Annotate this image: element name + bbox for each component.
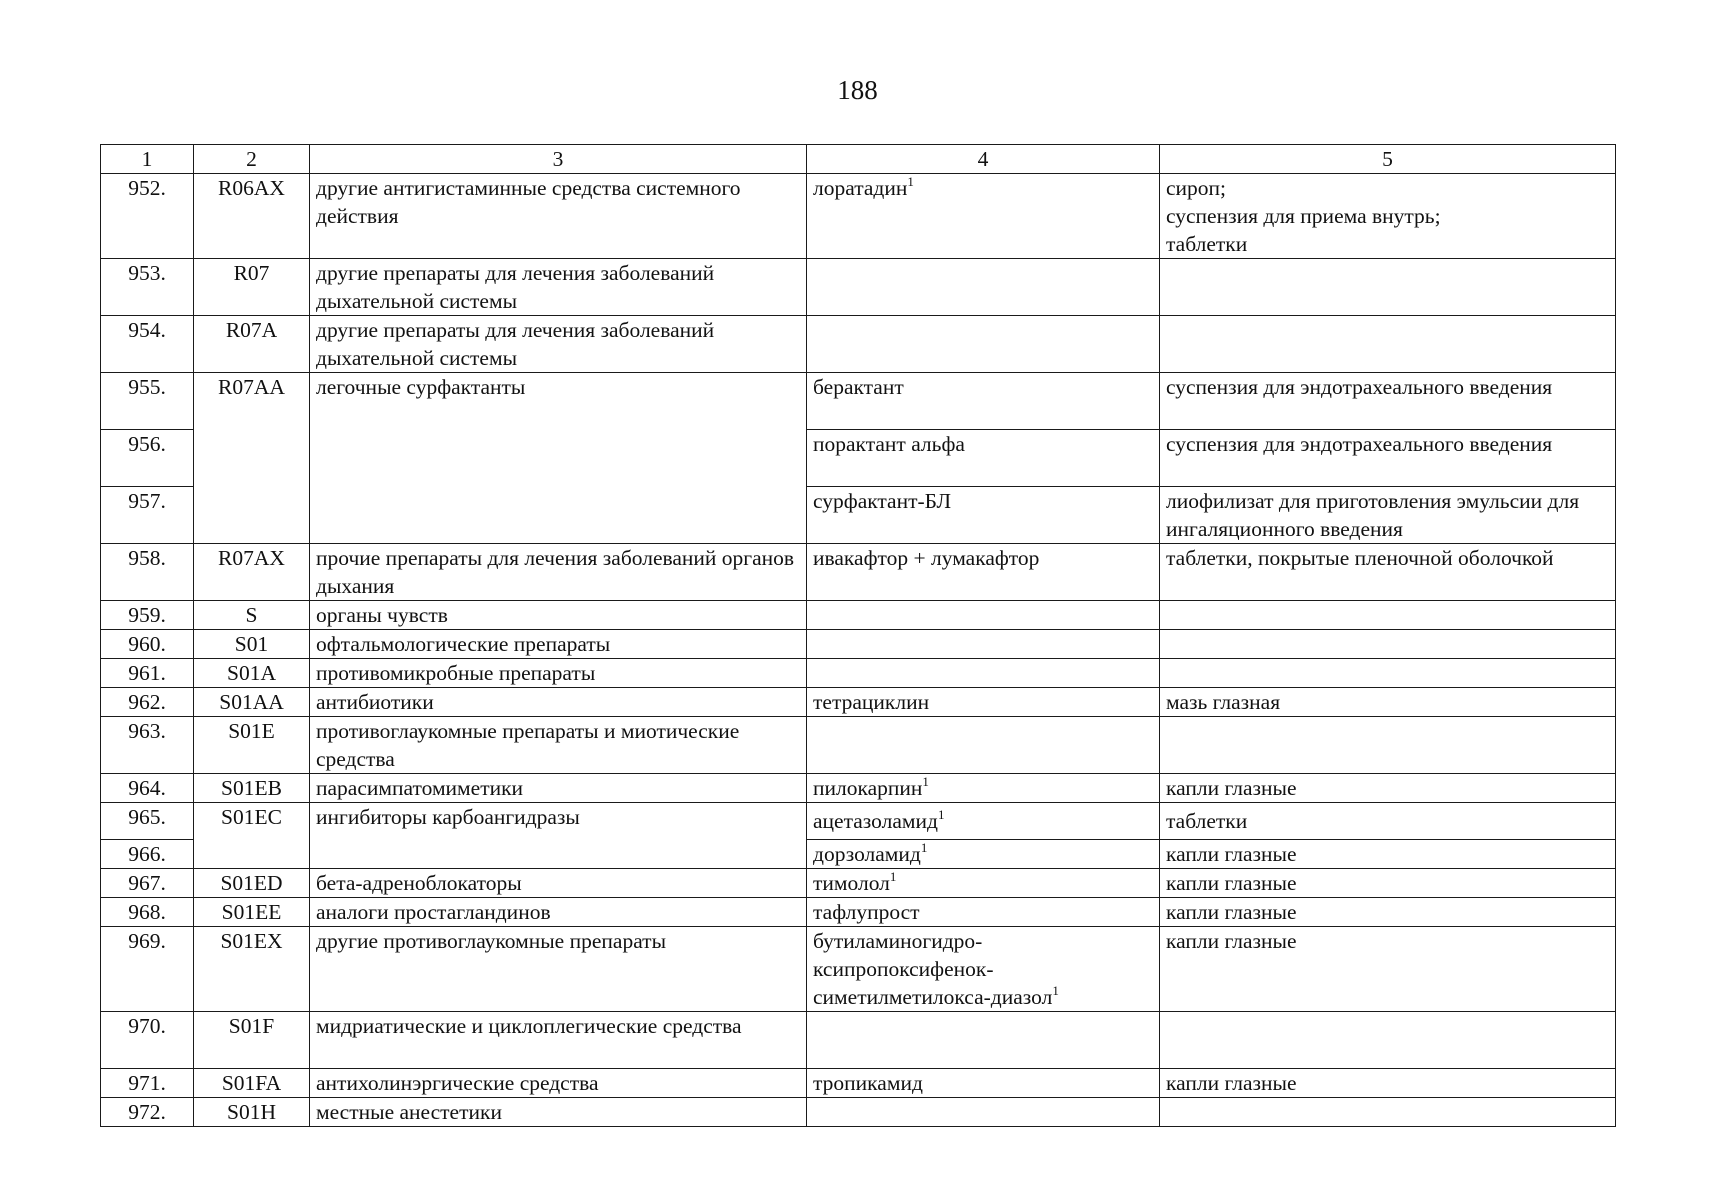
table-row: [101, 898, 1616, 927]
column-header: 2: [194, 145, 310, 174]
row-number-cell: 959.: [101, 601, 194, 630]
table-row: [101, 717, 1616, 774]
footnote-marker: 1: [907, 174, 914, 189]
column-header: 5: [1160, 145, 1616, 174]
dosage-form-line: капли глазные: [1166, 1071, 1297, 1095]
dosage-form-cell: [1160, 174, 1616, 259]
atc-code-cell: S01EX: [194, 927, 310, 1012]
drug-name-cell: [807, 1098, 1160, 1127]
row-number-cell: 966.: [101, 840, 194, 869]
atc-code-cell: R07A: [194, 316, 310, 373]
dosage-form-cell: [1160, 316, 1616, 373]
dosage-form-cell: [1160, 630, 1616, 659]
column-header: 4: [807, 145, 1160, 174]
atc-code-cell: S01ED: [194, 869, 310, 898]
table-row: [101, 927, 1616, 1012]
row-number-cell: 955.: [101, 373, 194, 430]
drug-name-cell: бутиламиногидро- ксипропоксифенок- симетилметилокса-диазол$^1$: [807, 927, 1160, 1012]
drug-name-cell: сурфактант-БЛ: [807, 487, 1160, 544]
footnote-marker: 1: [1052, 983, 1059, 998]
dosage-form-line: капли глазные: [1166, 776, 1297, 800]
row-number-cell: 957.: [101, 487, 194, 544]
column-number-row: [101, 145, 1616, 174]
table-row: [101, 316, 1616, 373]
dosage-form-cell: [1160, 373, 1616, 430]
table-row: [101, 803, 1616, 840]
group-name-cell: бета-адреноблокаторы: [310, 869, 807, 898]
table-row: [101, 630, 1616, 659]
drug-name-cell: тафлупрост: [807, 898, 1160, 927]
dosage-form-cell: [1160, 259, 1616, 316]
atc-code-cell: S01A: [194, 659, 310, 688]
drug-name-cell: тропикамид: [807, 1069, 1160, 1098]
dosage-form-line: таблетки: [1166, 809, 1248, 833]
dosage-form-line: капли глазные: [1166, 871, 1297, 895]
table-row: [101, 869, 1616, 898]
atc-code-cell: S01EC: [194, 803, 310, 869]
atc-code-cell: R06AX: [194, 174, 310, 259]
row-number-cell: 964.: [101, 774, 194, 803]
drug-name-cell: тимолол$^1$: [807, 869, 1160, 898]
atc-code-cell: S01EE: [194, 898, 310, 927]
footnote-marker: 1: [889, 869, 897, 884]
group-name-cell: прочие препараты для лечения заболеваний органов дыхания: [310, 544, 807, 601]
group-name-cell: мидриатические и циклоплегические средства: [310, 1012, 807, 1069]
table-row: [101, 659, 1616, 688]
dosage-form-line: мазь глазная: [1166, 690, 1281, 714]
drug-name-cell: [807, 259, 1160, 316]
group-name-cell: противоглаукомные препараты и миотические средства: [310, 717, 807, 774]
dosage-form-line: лиофилизат для приготовления эмульсии для ингаляционного введения: [1166, 489, 1580, 541]
group-name-cell: аналоги простагландинов: [310, 898, 807, 927]
atc-code-cell: R07: [194, 259, 310, 316]
group-name-cell: офтальмологические препараты: [310, 630, 807, 659]
dosage-form-line: капли глазные: [1166, 842, 1297, 866]
atc-code-cell: S01H: [194, 1098, 310, 1127]
dosage-form-line: сироп;: [1166, 176, 1227, 200]
drug-name-cell: [807, 316, 1160, 373]
table-row: [101, 259, 1616, 316]
row-number-cell: 962.: [101, 688, 194, 717]
atc-code-cell: S01EB: [194, 774, 310, 803]
drug-name-cell: порактант альфа: [807, 430, 1160, 487]
table-row: [101, 1012, 1616, 1069]
dosage-form-cell: [1160, 487, 1616, 544]
row-number-cell: 972.: [101, 1098, 194, 1127]
dosage-form-cell: [1160, 774, 1616, 803]
drug-name-cell: [807, 1012, 1160, 1069]
group-name-cell: другие препараты для лечения заболеваний дыхательной системы: [310, 259, 807, 316]
dosage-form-cell: [1160, 803, 1616, 840]
drug-name-cell: [807, 601, 1160, 630]
row-number-cell: 969.: [101, 927, 194, 1012]
drug-name-cell: лоратадин$^1$: [807, 174, 1160, 259]
row-number-cell: 954.: [101, 316, 194, 373]
medicines-table: [100, 144, 1616, 1127]
atc-code-cell: S01: [194, 630, 310, 659]
atc-code-cell: R07AX: [194, 544, 310, 601]
row-number-cell: 960.: [101, 630, 194, 659]
dosage-form-cell: [1160, 840, 1616, 869]
dosage-form-cell: [1160, 544, 1616, 601]
dosage-form-cell: [1160, 1012, 1616, 1069]
group-name-cell: парасимпатомиметики: [310, 774, 807, 803]
atc-code-cell: S01AA: [194, 688, 310, 717]
footnote-marker: 1: [922, 774, 929, 789]
group-name-cell: органы чувств: [310, 601, 807, 630]
footnote-marker: 1: [937, 807, 945, 822]
column-header: 1: [101, 145, 194, 174]
page-number: 188: [837, 75, 878, 105]
dosage-form-cell: [1160, 1069, 1616, 1098]
drug-name-cell: [807, 630, 1160, 659]
table-row: [101, 1098, 1616, 1127]
table-row: [101, 174, 1616, 259]
group-name-cell: легочные сурфактанты: [310, 373, 807, 544]
dosage-form-cell: [1160, 927, 1616, 1012]
row-number-cell: 956.: [101, 430, 194, 487]
row-number-cell: 971.: [101, 1069, 194, 1098]
atc-code-cell: S01FA: [194, 1069, 310, 1098]
group-name-cell: противомикробные препараты: [310, 659, 807, 688]
table-body: [101, 145, 1616, 1127]
drug-name-cell: [807, 659, 1160, 688]
row-number-cell: 968.: [101, 898, 194, 927]
row-number-cell: 958.: [101, 544, 194, 601]
dosage-form-cell: [1160, 717, 1616, 774]
column-header: 3: [310, 145, 807, 174]
dosage-form-line: таблетки, покрытые пленочной оболочкой: [1166, 546, 1554, 570]
row-number-cell: 970.: [101, 1012, 194, 1069]
table-row: [101, 373, 1616, 430]
dosage-form-cell: [1160, 898, 1616, 927]
dosage-form-line: суспензия для эндотрахеального введения: [1166, 375, 1553, 399]
row-number-cell: 965.: [101, 803, 194, 840]
dosage-form-cell: [1160, 659, 1616, 688]
dosage-form-cell: [1160, 688, 1616, 717]
drug-name-cell: тетрациклин: [807, 688, 1160, 717]
row-number-cell: 952.: [101, 174, 194, 259]
atc-code-cell: S01E: [194, 717, 310, 774]
dosage-form-cell: [1160, 1098, 1616, 1127]
table-row: [101, 544, 1616, 601]
dosage-form-cell: [1160, 430, 1616, 487]
dosage-form-cell: [1160, 869, 1616, 898]
group-name-cell: другие препараты для лечения заболеваний дыхательной системы: [310, 316, 807, 373]
drug-name-cell: дорзоламид$^1$: [807, 840, 1160, 869]
group-name-cell: ингибиторы карбоангидразы: [310, 803, 807, 869]
footnote-marker: 1: [920, 840, 928, 855]
drug-name-cell: ацетазоламид$^1$: [807, 803, 1160, 840]
atc-code-cell: S: [194, 601, 310, 630]
row-number-cell: 967.: [101, 869, 194, 898]
atc-code-cell: R07AA: [194, 373, 310, 544]
dosage-form-line: таблетки: [1166, 232, 1248, 256]
group-name-cell: другие антигистаминные средства системного действия: [310, 174, 807, 259]
dosage-form-line: капли глазные: [1166, 900, 1297, 924]
dosage-form-line: капли глазные: [1166, 929, 1297, 953]
drug-name-cell: пилокарпин$^1$: [807, 774, 1160, 803]
dosage-form-line: суспензия для приема внутрь;: [1166, 204, 1441, 228]
dosage-form-line: суспензия для эндотрахеального введения: [1166, 432, 1553, 456]
row-number-cell: 963.: [101, 717, 194, 774]
row-number-cell: 953.: [101, 259, 194, 316]
table-row: [101, 1069, 1616, 1098]
table-row: [101, 688, 1616, 717]
drug-name-cell: берактант: [807, 373, 1160, 430]
group-name-cell: другие противоглаукомные препараты: [310, 927, 807, 1012]
table-row: [101, 774, 1616, 803]
drug-name-cell: [807, 717, 1160, 774]
atc-code-cell: S01F: [194, 1012, 310, 1069]
group-name-cell: антихолинэргические средства: [310, 1069, 807, 1098]
row-number-cell: 961.: [101, 659, 194, 688]
drug-name-cell: ивакафтор + лумакафтор: [807, 544, 1160, 601]
table-row: [101, 601, 1616, 630]
dosage-form-cell: [1160, 601, 1616, 630]
group-name-cell: местные анестетики: [310, 1098, 807, 1127]
group-name-cell: антибиотики: [310, 688, 807, 717]
